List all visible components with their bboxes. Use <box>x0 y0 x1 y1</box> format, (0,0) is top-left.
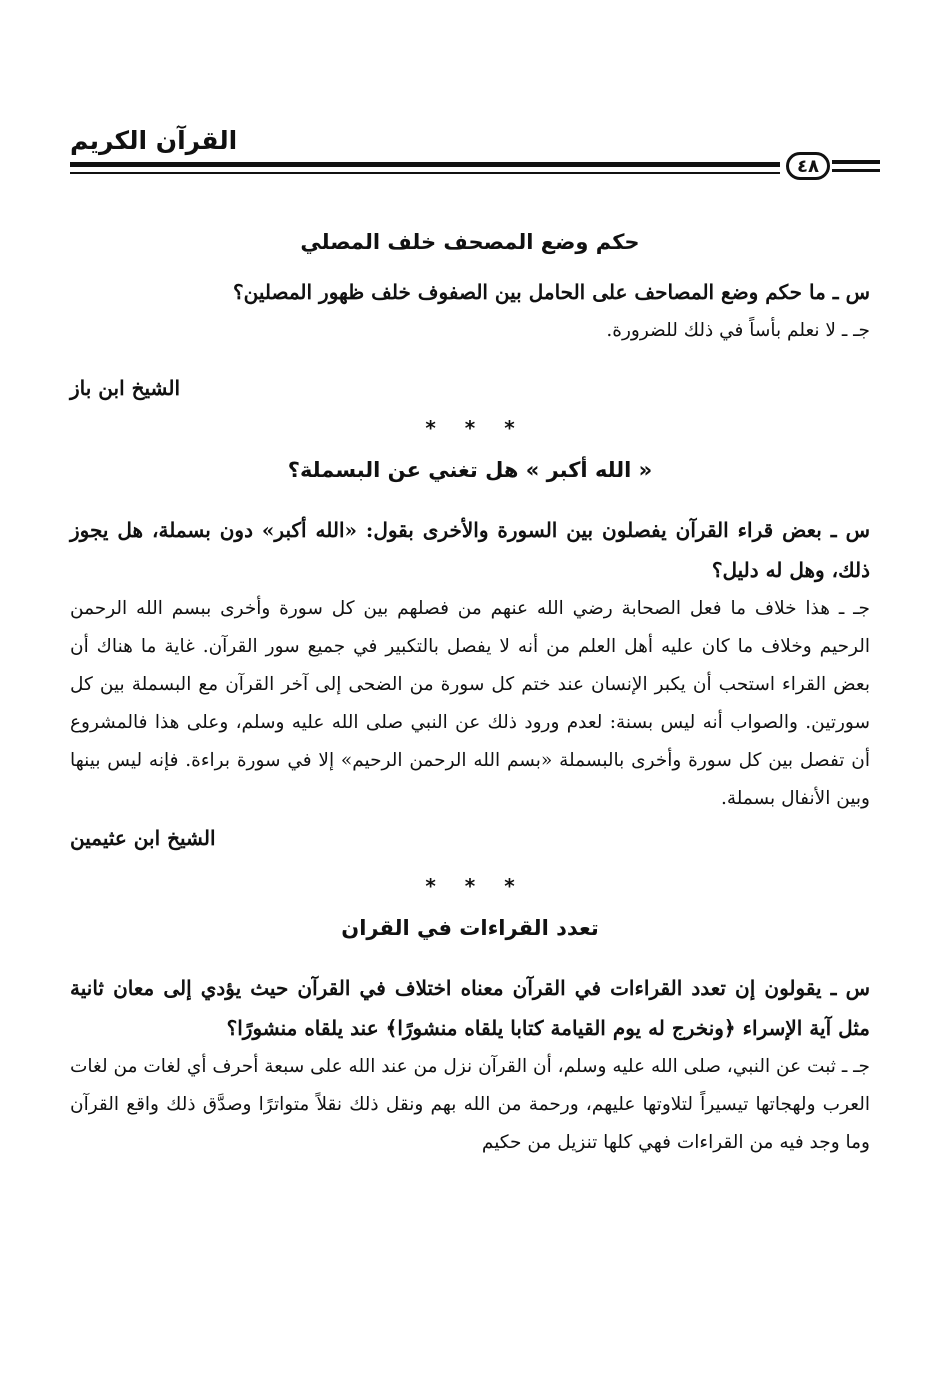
answer-takbir: جـ ـ هذا خلاف ما فعل الصحابة رضي الله عنهم من فصلهم بين كل سورة وأخرى ببسم الله الرحمن الرحيم وخلاف ما كان عليه أهل العلم من أنه لا يفصل بالتكبير في جميع سور القرآن. غاية ما هناك أن بعض القراء استحب أن يكبر الإنسان عند ختم كل سورة من الضحى إلى آخر القرآن مع البسملة بين كل سورتين. والصواب أنه ليس بسنة: لعدم ورود ذلك عن النبي صلى الله عليه وسلم، وعلى هذا فالمشروع أن تفصل بين كل سورة وأخرى بالبسملة «بسم الله الرحمن الرحيم» إلا في سورة براءة. فإنه ليس بينها وبين الأنفال بسملة. <box>70 598 870 809</box>
sheikh-attribution-ibn-baz: الشيخ ابن باز <box>70 376 181 400</box>
section-heading-takbir: « الله أكبر » هل تغني عن البسملة؟ <box>287 458 653 482</box>
header-rule-thin <box>70 172 780 174</box>
section-heading-mushaf: حكم وضع المصحف خلف المصلي <box>300 230 640 254</box>
question-qiraat: س ـ يقولون إن تعدد القراءات في القرآن معناه اختلاف في القرآن حيث يؤدي إلى معان ثانية مثل آية الإسراء ﴿ونخرج له يوم القيامة كتابا يلقاه منشورًا﴾ عند يلقاه منشورًا؟ <box>70 976 870 1040</box>
section-separator: * * * <box>425 874 515 898</box>
answer-mushaf: جـ ـ لا نعلم بأساً في ذلك للضرورة. <box>606 320 870 341</box>
header-rule-right-bottom <box>832 169 880 172</box>
header-rule-thick <box>70 162 780 167</box>
answer-qiraat: جـ ـ ثبت عن النبي، صلى الله عليه وسلم، أن القرآن نزل من عند الله على سبعة أحرف أي لغات من لغات العرب ولهجاتها تيسيراً لتلاوتها عليهم، ورحمة من الله بهم ونقل ذلك نقلاً متواترًا وصدَّق ذلك واقع القرآن وما وجد فيه من القراءات فهي كلها تنزيل من حكيم <box>70 1056 870 1153</box>
question-takbir: س ـ بعض قراء القرآن يفصلون بين السورة والأخرى بقول: «الله أكبر» دون بسملة، هل يجوز ذلك، وهل له دليل؟ <box>70 518 870 582</box>
book-title: القرآن الكريم <box>70 126 238 155</box>
page-content <box>70 220 870 1162</box>
sheikh-attribution-ibn-uthaymin: الشيخ ابن عثيمين <box>70 826 216 850</box>
section-heading-qiraat: تعدد القراءات في القران <box>341 916 599 940</box>
page-number-badge: ٤٨ <box>786 152 830 180</box>
section-separator: * * * <box>425 416 515 440</box>
question-mushaf: س ـ ما حكم وضع المصاحف على الحامل بين الصفوف خلف ظهور المصلين؟ <box>233 280 870 304</box>
header-rule-right-top <box>832 160 880 164</box>
page-header <box>70 122 880 182</box>
